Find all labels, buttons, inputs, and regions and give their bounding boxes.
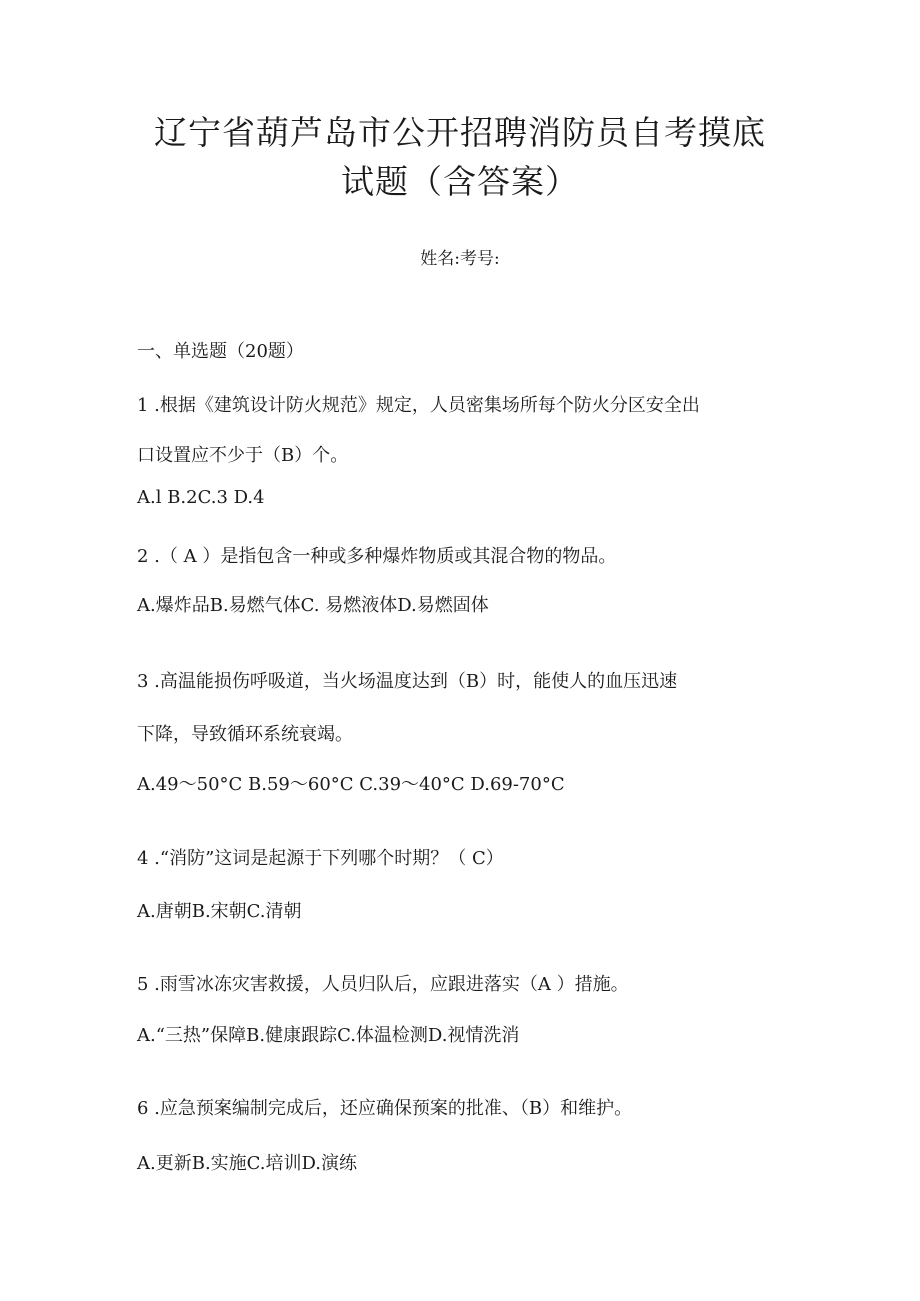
question-1-stem-line-1: 1 .根据《建筑设计防火规范》规定，人员密集场所每个防火分区安全出 xyxy=(137,395,700,416)
section-heading: 一、单选题（20题） xyxy=(137,341,304,362)
question-6-options: A.更新B.实施C.培训D.演练 xyxy=(137,1153,358,1174)
question-2-stem-line-1: 2 .（ A ）是指包含一种或多种爆炸物质或其混合物的物品。 xyxy=(137,546,617,567)
question-3-options: A.49～50°C B.59～60°C C.39～40°C D.69-70°C xyxy=(137,774,565,795)
question-5-stem-line-1: 5 .雨雪冰冻灾害救援，人员归队后，应跟进落实（A ）措施。 xyxy=(137,974,629,995)
question-2-options: A.爆炸品B.易燃气体C. 易燃液体D.易燃固体 xyxy=(137,595,489,616)
question-1-stem-line-2: 口设置应不少于（B）个。 xyxy=(137,445,349,466)
question-4-stem-line-1: 4 .“消防”这词是起源于下列哪个时期？（ C） xyxy=(137,848,504,869)
question-5-options: A.“三热”保障B.健康跟踪C.体温检测D.视情洗消 xyxy=(137,1025,520,1046)
question-3-stem-line-2: 下降，导致循环系统衰竭。 xyxy=(137,724,353,745)
document-title-line-2: 试题（含答案） xyxy=(341,162,579,201)
question-6-stem-line-1: 6 .应急预案编制完成后，还应确保预案的批准、（B）和维护。 xyxy=(137,1098,633,1119)
name-and-exam-number-line: 姓名:考号: xyxy=(420,249,500,269)
document-title-line-1: 辽宁省葫芦岛市公开招聘消防员自考摸底 xyxy=(154,113,766,152)
question-3-stem-line-1: 3 .高温能损伤呼吸道，当火场温度达到（B）时，能使人的血压迅速 xyxy=(137,671,678,692)
question-1-options: A.l B.2C.3 D.4 xyxy=(137,487,265,508)
question-4-options: A.唐朝B.宋朝C.清朝 xyxy=(137,901,302,922)
